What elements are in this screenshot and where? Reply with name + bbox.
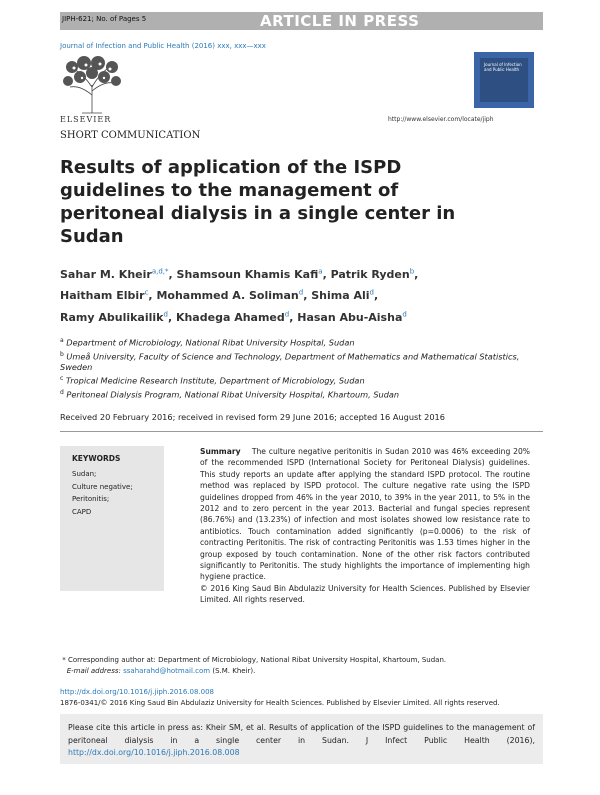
received-dates: Received 20 February 2016; received in revised form 29 June 2016; accepted 16 August 2016 [60, 412, 445, 422]
summary-label: Summary [200, 447, 241, 456]
affiliations [60, 335, 540, 401]
affiliation: $^c$ Tropical Medicine Research Institute, Department of Microbiology, Sudan [60, 375, 365, 387]
keywords-title: KEYWORDS [72, 454, 121, 463]
affiliation: $^a$ Department of Microbiology, National Ribat University Hospital, Sudan [60, 337, 355, 348]
doi-link[interactable]: http://dx.doi.org/10.1016/j.jiph.2016.08.008 [60, 688, 214, 696]
author: Khadega Ahamed$^d$, [175, 310, 298, 324]
keyword: CAPD [72, 507, 92, 516]
email-link[interactable]: ssaharahd@hotmail.com [123, 666, 211, 675]
cover-title: Journal of Infection and Public Health [484, 62, 522, 72]
summary-text: The culture negative peritonitis in Sudan 2010 was 46% exceeding 20% of the recommended ISPD (International Society for Peritoneal Dialysis) guidelines. This study reports an update after applying the standard ISPD protocol. The routine method was replaced by ISPD protocol. The culture negative rate using the ISPD guidelines dropped from 46% in the year 2010, to 39% in the year 2011, to 5% in the 2012 and to zero percent in the year 2013. Bacterial and fungal species represent (86.76%) and (13.23%) of infection and most isolates showed low resistance rate to antibiotics. Touch contamination added significantly (p=0.0006) to the risk of contracting Peritonitis. The risk of contracting Peritonitis was 1.53 times higher in the group exposed by touch contamination. None of the other risk factors contributed significantly to Peritonitis. The study highlights the importance of implementing high hygiene practice. [200, 447, 531, 582]
author: Shamsoun Khamis Kafi$^a$, [176, 267, 331, 281]
copyright: © 2016 King Saud Bin Abdulaziz University for Health Sciences. Published by Elsevier Limited. All rights reserved. [200, 583, 530, 605]
corresponding-author-note: * Corresponding author at: Department of Microbiology, National Ribat University Hospital, Khartoum, Sudan. E-mail address: ssaharahd@hotmail.com (S.M. Kheir). [62, 656, 447, 675]
author: Sahar M. Kheir$^{a,d,*}$, [60, 267, 177, 281]
issn-line: 1876-0341/© 2016 King Saud Bin Abdulaziz University for Health Sciences. Published by Elsevier Limited. All rights reserved. [60, 699, 500, 707]
affiliation: $^b$ Umeå University, Faculty of Science and Technology, Department of Mathematics and Mathematical Statistics, Sweden [60, 350, 520, 373]
status-banner: ARTICLE IN PRESS [260, 12, 420, 30]
journal-cover [474, 52, 534, 108]
article-type: SHORT COMMUNICATION [60, 130, 201, 141]
author: Mohammed A. Soliman$^d$, [156, 288, 312, 303]
article-title: Results of application of the ISPD guidelines to the management of peritoneal dialysis in a single center in Sudan [60, 157, 456, 247]
journal-url[interactable]: http://www.elsevier.com/locate/jiph [388, 116, 494, 123]
keyword: Sudan; [72, 470, 97, 478]
elsevier-logo-icon [60, 55, 124, 115]
journal-id: JIPH-621; No. of Pages 5 [62, 15, 147, 23]
citation-text: Please cite this article in press as: Kheir SM, et al. Results of application of the ISPD guidelines to the management of peritoneal dialysis in a single center in Sudan. J Infect Public Health (2016), [68, 723, 535, 745]
divider [60, 431, 543, 432]
article-in-press-bar [60, 12, 543, 30]
keyword: Culture negative; [72, 482, 133, 491]
journal-reference[interactable]: Journal of Infection and Public Health (2016) xxx, xxx—xxx [60, 42, 266, 50]
author: Ramy Abulikailik$^d$, [60, 310, 176, 324]
author: Shima Ali$^d$, [311, 288, 379, 303]
author-list [60, 262, 540, 327]
affiliation: $^d$ Peritoneal Dialysis Program, National Ribat University Hospital, Khartoum, Sudan [60, 389, 400, 400]
citation-doi-link[interactable]: http://dx.doi.org/10.1016/j.jiph.2016.08.008 [68, 748, 240, 757]
author: Haitham Elbir$^c$, [60, 288, 157, 303]
abstract [200, 446, 530, 606]
citation-box [60, 714, 543, 764]
keyword: Peritonitis; [72, 495, 110, 503]
publisher-name: ELSEVIER [60, 115, 112, 124]
keywords-box [60, 446, 164, 591]
author: Patrik Ryden$^b$, [330, 267, 419, 281]
author: Hasan Abu-Aisha$^d$ [297, 310, 407, 324]
